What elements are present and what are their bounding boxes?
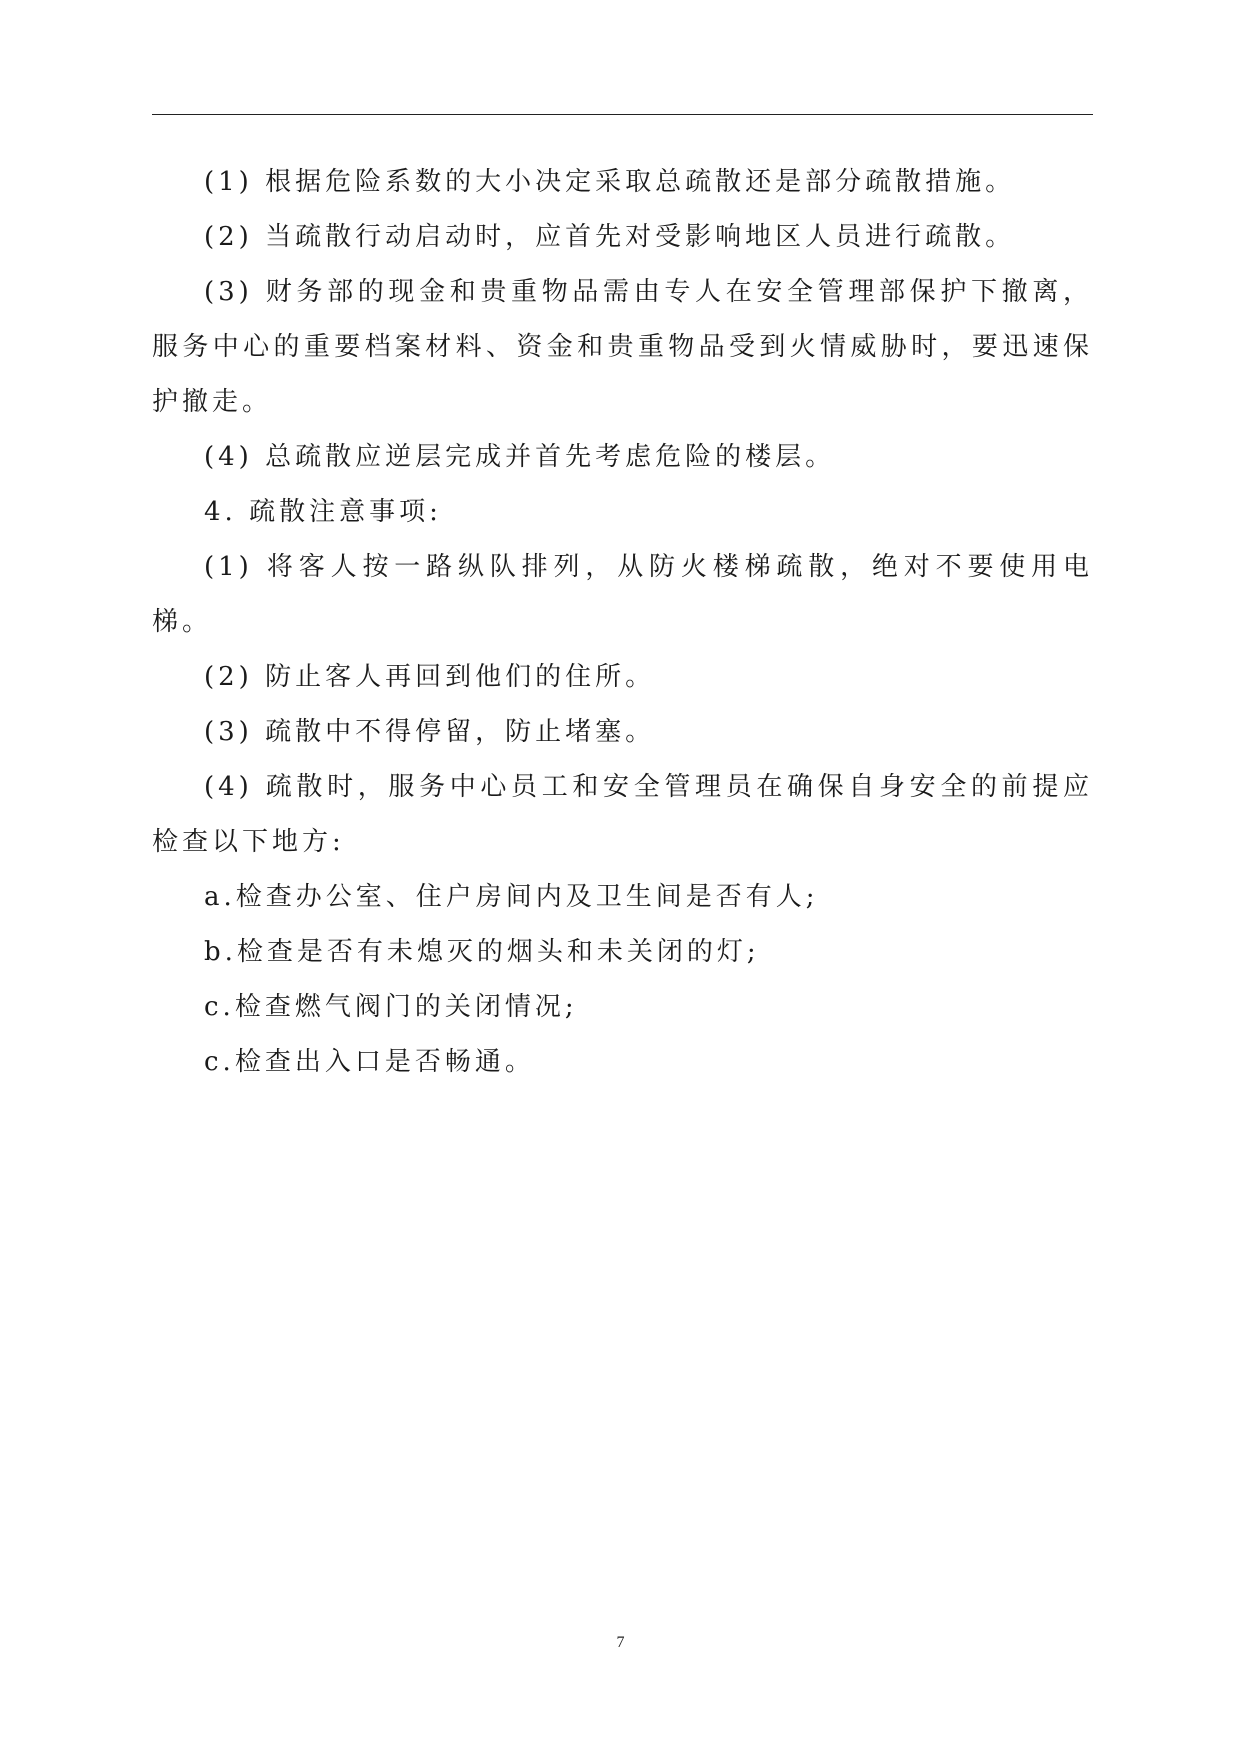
section-heading-evacuation-notes: 4. 疏散注意事项: — [204, 497, 442, 527]
paragraph-floor-order: (4) 总疏散应逆层完成并首先考虑危险的楼层。 — [204, 442, 836, 472]
paragraph-single-file: (1) 将客人按一路纵队排列，从防火楼梯疏散，绝对不要使用电梯。 — [152, 552, 1093, 637]
paragraph-no-return: (2) 防止客人再回到他们的住所。 — [204, 662, 656, 692]
page-number: 7 — [616, 1634, 625, 1651]
checklist-item-rooms: a.检查办公室、住户房间内及卫生间是否有人; — [204, 882, 819, 912]
checklist-item-gas-valves: c.检查燃气阀门的关闭情况; — [204, 992, 578, 1022]
document-body — [152, 155, 1093, 1090]
header-rule — [152, 114, 1093, 115]
paragraph-evacuation-scope: (1) 根据危险系数的大小决定采取总疏散还是部分疏散措施。 — [204, 167, 1016, 197]
paragraph-evacuation-priority: (2) 当疏散行动启动时，应首先对受影响地区人员进行疏散。 — [204, 222, 1016, 252]
paragraph-no-stopping: (3) 疏散中不得停留，防止堵塞。 — [204, 717, 656, 747]
paragraph-valuables: (3) 财务部的现金和贵重物品需由专人在安全管理部保护下撤离，服务中心的重要档案材料、资金和贵重物品受到火情威胁时，要迅速保护撤走。 — [152, 277, 1093, 417]
paragraph-inspection: (4) 疏散时，服务中心员工和安全管理员在确保自身安全的前提应检查以下地方: — [152, 772, 1093, 857]
checklist-item-cigarettes-lights: b.检查是否有未熄灭的烟头和未关闭的灯; — [204, 937, 760, 967]
checklist-item-exits: c.检查出入口是否畅通。 — [204, 1047, 535, 1077]
